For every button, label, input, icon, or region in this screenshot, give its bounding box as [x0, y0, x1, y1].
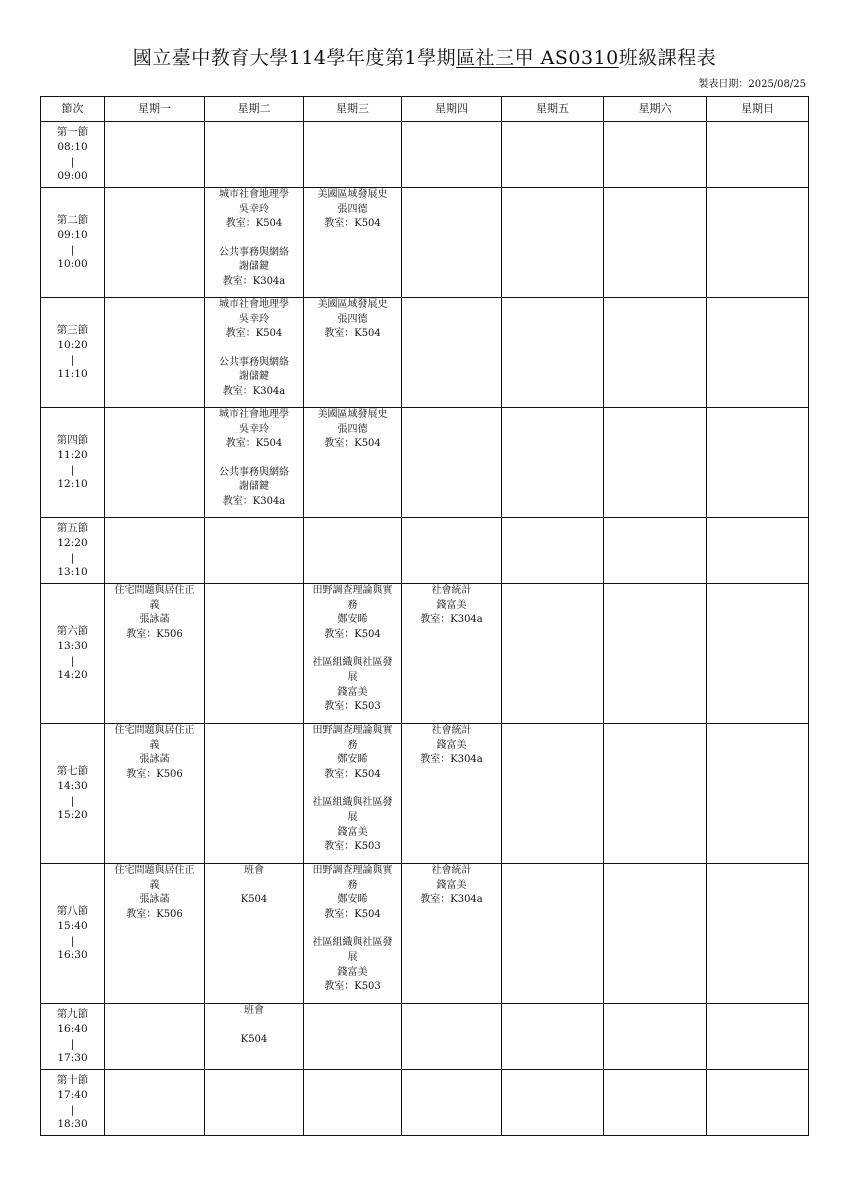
title-suffix: 班級課程表: [618, 47, 717, 69]
course-line: 教室：K504: [324, 218, 381, 230]
period-end: 14:20: [57, 669, 88, 682]
course-line: 教室：K506: [126, 908, 183, 920]
course-entry: [205, 188, 303, 232]
course-line: 教室：K504: [324, 438, 381, 450]
course-line: 謝儲鍵: [239, 371, 269, 383]
course-entry: [304, 796, 401, 854]
period-sep: |: [70, 794, 75, 807]
course-line: 張四德: [337, 423, 368, 435]
period-end: 10:00: [57, 258, 88, 271]
course-line: 教室：K503: [324, 841, 381, 853]
course-line: 謝儲鍵: [239, 261, 269, 273]
day-header: 星期六: [604, 97, 707, 122]
period-cell: [41, 518, 105, 584]
schedule-cell: [205, 188, 304, 298]
course-line: K504: [240, 893, 268, 905]
period-cell: [41, 1004, 105, 1070]
day-header: 星期五: [502, 97, 604, 122]
period-sep: |: [70, 243, 75, 256]
schedule-cell: [604, 188, 707, 298]
schedule-cell: [707, 298, 809, 408]
schedule-cell: [402, 584, 502, 724]
period-name: 第六節: [56, 625, 89, 638]
course-line: 教室：K304a: [420, 614, 483, 626]
schedule-cell: [105, 188, 205, 298]
course-entry: [304, 584, 401, 642]
course-line: 教室：K504: [225, 328, 283, 340]
course-entry: [402, 584, 501, 628]
course-line: 社區組織與社區發: [312, 937, 393, 949]
course-line: 教室：K304a: [222, 275, 286, 287]
period-name: 第八節: [56, 905, 89, 918]
period-row: [41, 518, 809, 584]
period-start: 17:40: [57, 1088, 88, 1101]
course-entry: [304, 188, 401, 232]
course-line: 張四德: [337, 203, 368, 215]
course-entry: [402, 864, 501, 908]
schedule-cell: [402, 518, 502, 584]
period-cell: [41, 408, 105, 518]
schedule-cell: [502, 584, 604, 724]
course-line: 城市社會地理學: [219, 299, 289, 310]
schedule-cell: [105, 122, 205, 188]
course-line: [207, 1019, 301, 1033]
day-header: 星期三: [304, 97, 402, 122]
course-line: 教室：K504: [225, 438, 283, 450]
day-header: 星期日: [707, 97, 809, 122]
period-start: 15:40: [57, 919, 88, 932]
course-line: 班會: [244, 1005, 264, 1016]
course-line: 教室：K304a: [420, 754, 483, 766]
course-line: 務: [347, 739, 358, 751]
course-line: 教室：K304a: [420, 894, 483, 906]
schedule-cell: [502, 1004, 604, 1070]
course-line: 義: [149, 879, 160, 891]
print-date: 製表日期：2025/08/25: [698, 79, 806, 90]
schedule-cell: [502, 518, 604, 584]
schedule-cell: [402, 122, 502, 188]
course-entry: [205, 246, 303, 290]
schedule-cell: [502, 188, 604, 298]
period-name: 第五節: [56, 522, 89, 535]
period-name: 第十節: [56, 1074, 89, 1087]
schedule-cell: [304, 864, 402, 1004]
schedule-cell: [105, 518, 205, 584]
schedule-cell: [105, 298, 205, 408]
course-line: 錢富美: [337, 686, 368, 698]
course-entry: [205, 356, 303, 400]
course-line: 教室：K304a: [222, 495, 286, 507]
period-start: 09:10: [57, 228, 88, 241]
course-line: 教室：K503: [324, 981, 381, 993]
schedule-cell: [105, 1070, 205, 1136]
schedule-cell: [604, 1004, 707, 1070]
period-name: 第二節: [56, 214, 89, 227]
period-start: 12:20: [57, 536, 88, 549]
course-line: 鄭安睎: [337, 894, 368, 906]
schedule-cell: [105, 1004, 205, 1070]
schedule-cell: [205, 864, 304, 1004]
period-row: [41, 122, 809, 188]
period-end: 15:20: [57, 809, 88, 822]
period-header: 節次: [41, 97, 105, 122]
schedule-cell: [105, 724, 205, 864]
schedule-cell: [205, 1070, 304, 1136]
course-line: 錢富美: [436, 879, 467, 891]
schedule-cell: [502, 408, 604, 518]
schedule-cell: [205, 298, 304, 408]
schedule-cell: [707, 1070, 809, 1136]
course-line: 張詠菡: [139, 754, 170, 766]
schedule-cell: [205, 122, 304, 188]
course-line: 展: [347, 951, 358, 963]
period-sep: |: [70, 1037, 75, 1050]
schedule-cell: [502, 864, 604, 1004]
period-start: 13:30: [57, 639, 88, 652]
period-name: 第四節: [56, 434, 89, 447]
course-line: 錢富美: [436, 739, 467, 751]
schedule-cell: [707, 1004, 809, 1070]
course-line: 城市社會地理學: [219, 189, 289, 200]
schedule-cell: [205, 584, 304, 724]
course-line: 鄭安睎: [337, 754, 368, 766]
course-entry: [304, 656, 401, 714]
period-cell: [41, 122, 105, 188]
course-entry: [402, 724, 501, 768]
course-entry: [304, 936, 401, 994]
period-cell: [41, 724, 105, 864]
period-sep: |: [70, 463, 75, 476]
course-line: 公共事務與網絡: [219, 356, 289, 368]
course-line: 住宅問題與居住正: [114, 585, 195, 596]
period-end: 12:10: [57, 478, 88, 491]
course-line: K504: [240, 1033, 268, 1045]
schedule-cell: [105, 408, 205, 518]
period-name: 第九節: [56, 1008, 89, 1021]
schedule-cell: [502, 122, 604, 188]
course-line: 張詠菡: [139, 894, 170, 906]
course-line: 吳幸玲: [239, 423, 269, 435]
period-sep: |: [70, 353, 75, 366]
schedule-cell: [304, 1070, 402, 1136]
course-entry: [304, 864, 401, 922]
course-line: 教室：K506: [126, 768, 183, 780]
period-end: 18:30: [57, 1118, 88, 1131]
course-line: 田野調查理論與實: [312, 865, 393, 876]
page-title: [0, 44, 849, 72]
schedule-cell: [604, 864, 707, 1004]
period-row: [41, 584, 809, 724]
course-line: 鄭安睎: [337, 614, 368, 626]
course-line: 錢富美: [337, 966, 368, 978]
course-line: 住宅問題與居住正: [114, 725, 195, 736]
course-entry: [304, 724, 401, 782]
course-entry: [205, 1004, 303, 1047]
course-entry: [105, 864, 204, 922]
course-line: 謝儲鍵: [239, 481, 269, 493]
period-end: 11:10: [57, 368, 88, 381]
day-header: 星期二: [205, 97, 304, 122]
schedule-cell: [707, 122, 809, 188]
course-line: 社會統計: [431, 725, 472, 736]
period-end: 17:30: [57, 1052, 88, 1065]
schedule-cell: [707, 188, 809, 298]
period-name: 第一節: [56, 126, 89, 139]
schedule-cell: [304, 188, 402, 298]
course-line: 社會統計: [431, 865, 472, 876]
period-cell: [41, 864, 105, 1004]
course-line: 班會: [244, 865, 264, 876]
course-line: 住宅問題與居住正: [114, 865, 195, 876]
course-line: 教室：K504: [324, 768, 381, 780]
course-line: [207, 879, 301, 893]
schedule-cell: [604, 518, 707, 584]
period-row: [41, 298, 809, 408]
schedule-cell: [105, 864, 205, 1004]
schedule-cell: [707, 518, 809, 584]
course-entry: [304, 408, 401, 452]
schedule-cell: [402, 1070, 502, 1136]
title-class-name: 區社三甲 AS0310: [456, 47, 619, 69]
course-line: 教室：K504: [225, 218, 283, 230]
period-cell: [41, 584, 105, 724]
schedule-cell: [304, 298, 402, 408]
course-line: 義: [149, 599, 160, 611]
course-line: 吳幸玲: [239, 313, 269, 325]
schedule-cell: [402, 188, 502, 298]
schedule-cell: [502, 724, 604, 864]
course-line: 教室：K304a: [222, 385, 286, 397]
course-line: 錢富美: [436, 599, 467, 611]
schedule-cell: [402, 298, 502, 408]
course-line: 務: [347, 599, 358, 611]
schedule-cell: [604, 1070, 707, 1136]
course-entry: [205, 466, 303, 510]
course-line: 城市社會地理學: [219, 409, 289, 420]
schedule-cell: [604, 724, 707, 864]
period-row: [41, 1070, 809, 1136]
course-entry: [205, 408, 303, 452]
timetable: [40, 96, 809, 1136]
course-line: 張四德: [337, 313, 368, 325]
period-sep: |: [70, 934, 75, 947]
course-line: 教室：K504: [324, 328, 381, 340]
header-row: [41, 97, 809, 122]
schedule-cell: [205, 724, 304, 864]
course-line: 張詠菡: [139, 614, 170, 626]
course-entry: [105, 724, 204, 782]
course-line: 公共事務與網絡: [219, 246, 289, 258]
period-row: [41, 724, 809, 864]
period-start: 10:20: [57, 338, 88, 351]
course-line: 教室：K504: [324, 908, 381, 920]
course-line: 教室：K506: [126, 628, 183, 640]
period-start: 11:20: [57, 448, 88, 461]
day-header: 星期一: [105, 97, 205, 122]
course-line: 美國區域發展史: [317, 299, 388, 310]
schedule-cell: [304, 1004, 402, 1070]
course-line: 教室：K503: [324, 701, 381, 713]
schedule-cell: [304, 122, 402, 188]
period-end: 16:30: [57, 949, 88, 962]
period-name: 第七節: [56, 765, 89, 778]
period-start: 16:40: [57, 1022, 88, 1035]
period-cell: [41, 1070, 105, 1136]
day-header: 星期四: [402, 97, 502, 122]
schedule-cell: [205, 1004, 304, 1070]
period-sep: |: [70, 1103, 75, 1116]
course-line: 社區組織與社區發: [312, 797, 393, 809]
schedule-cell: [502, 298, 604, 408]
period-sep: |: [70, 654, 75, 667]
period-start: 14:30: [57, 779, 88, 792]
period-row: [41, 1004, 809, 1070]
course-entry: [205, 864, 303, 907]
period-row: [41, 864, 809, 1004]
course-line: 展: [347, 811, 358, 823]
course-line: 美國區域發展史: [317, 189, 388, 200]
period-cell: [41, 188, 105, 298]
schedule-cell: [304, 408, 402, 518]
schedule-cell: [707, 408, 809, 518]
schedule-cell: [304, 724, 402, 864]
schedule-cell: [402, 1004, 502, 1070]
schedule-cell: [604, 584, 707, 724]
course-entry: [105, 584, 204, 642]
course-line: 吳幸玲: [239, 203, 269, 215]
course-line: 田野調查理論與實: [312, 725, 393, 736]
title-prefix: 國立臺中教育大學114學年度第1學期: [132, 47, 457, 69]
course-line: 教室：K504: [324, 628, 381, 640]
course-line: 社區組織與社區發: [312, 657, 393, 669]
schedule-cell: [205, 408, 304, 518]
course-line: 田野調查理論與實: [312, 585, 393, 596]
period-row: [41, 188, 809, 298]
schedule-cell: [707, 724, 809, 864]
schedule-cell: [402, 864, 502, 1004]
course-line: 展: [347, 671, 358, 683]
course-entry: [205, 298, 303, 342]
schedule-cell: [604, 298, 707, 408]
period-start: 08:10: [57, 140, 88, 153]
course-line: 美國區域發展史: [317, 409, 388, 420]
schedule-cell: [304, 584, 402, 724]
schedule-cell: [304, 518, 402, 584]
schedule-cell: [402, 724, 502, 864]
period-sep: |: [70, 155, 75, 168]
period-cell: [41, 298, 105, 408]
period-sep: |: [70, 551, 75, 564]
schedule-cell: [604, 122, 707, 188]
course-line: 公共事務與網絡: [219, 466, 289, 478]
course-line: 錢富美: [337, 826, 368, 838]
course-line: 務: [347, 879, 358, 891]
course-entry: [304, 298, 401, 342]
period-end: 13:10: [57, 566, 88, 579]
schedule-cell: [707, 864, 809, 1004]
schedule-cell: [604, 408, 707, 518]
schedule-cell: [205, 518, 304, 584]
period-name: 第三節: [56, 324, 89, 337]
schedule-cell: [707, 584, 809, 724]
period-end: 09:00: [57, 170, 88, 183]
schedule-cell: [105, 584, 205, 724]
schedule-cell: [502, 1070, 604, 1136]
period-row: [41, 408, 809, 518]
course-line: 義: [149, 739, 160, 751]
course-line: 社會統計: [431, 585, 472, 596]
schedule-cell: [402, 408, 502, 518]
